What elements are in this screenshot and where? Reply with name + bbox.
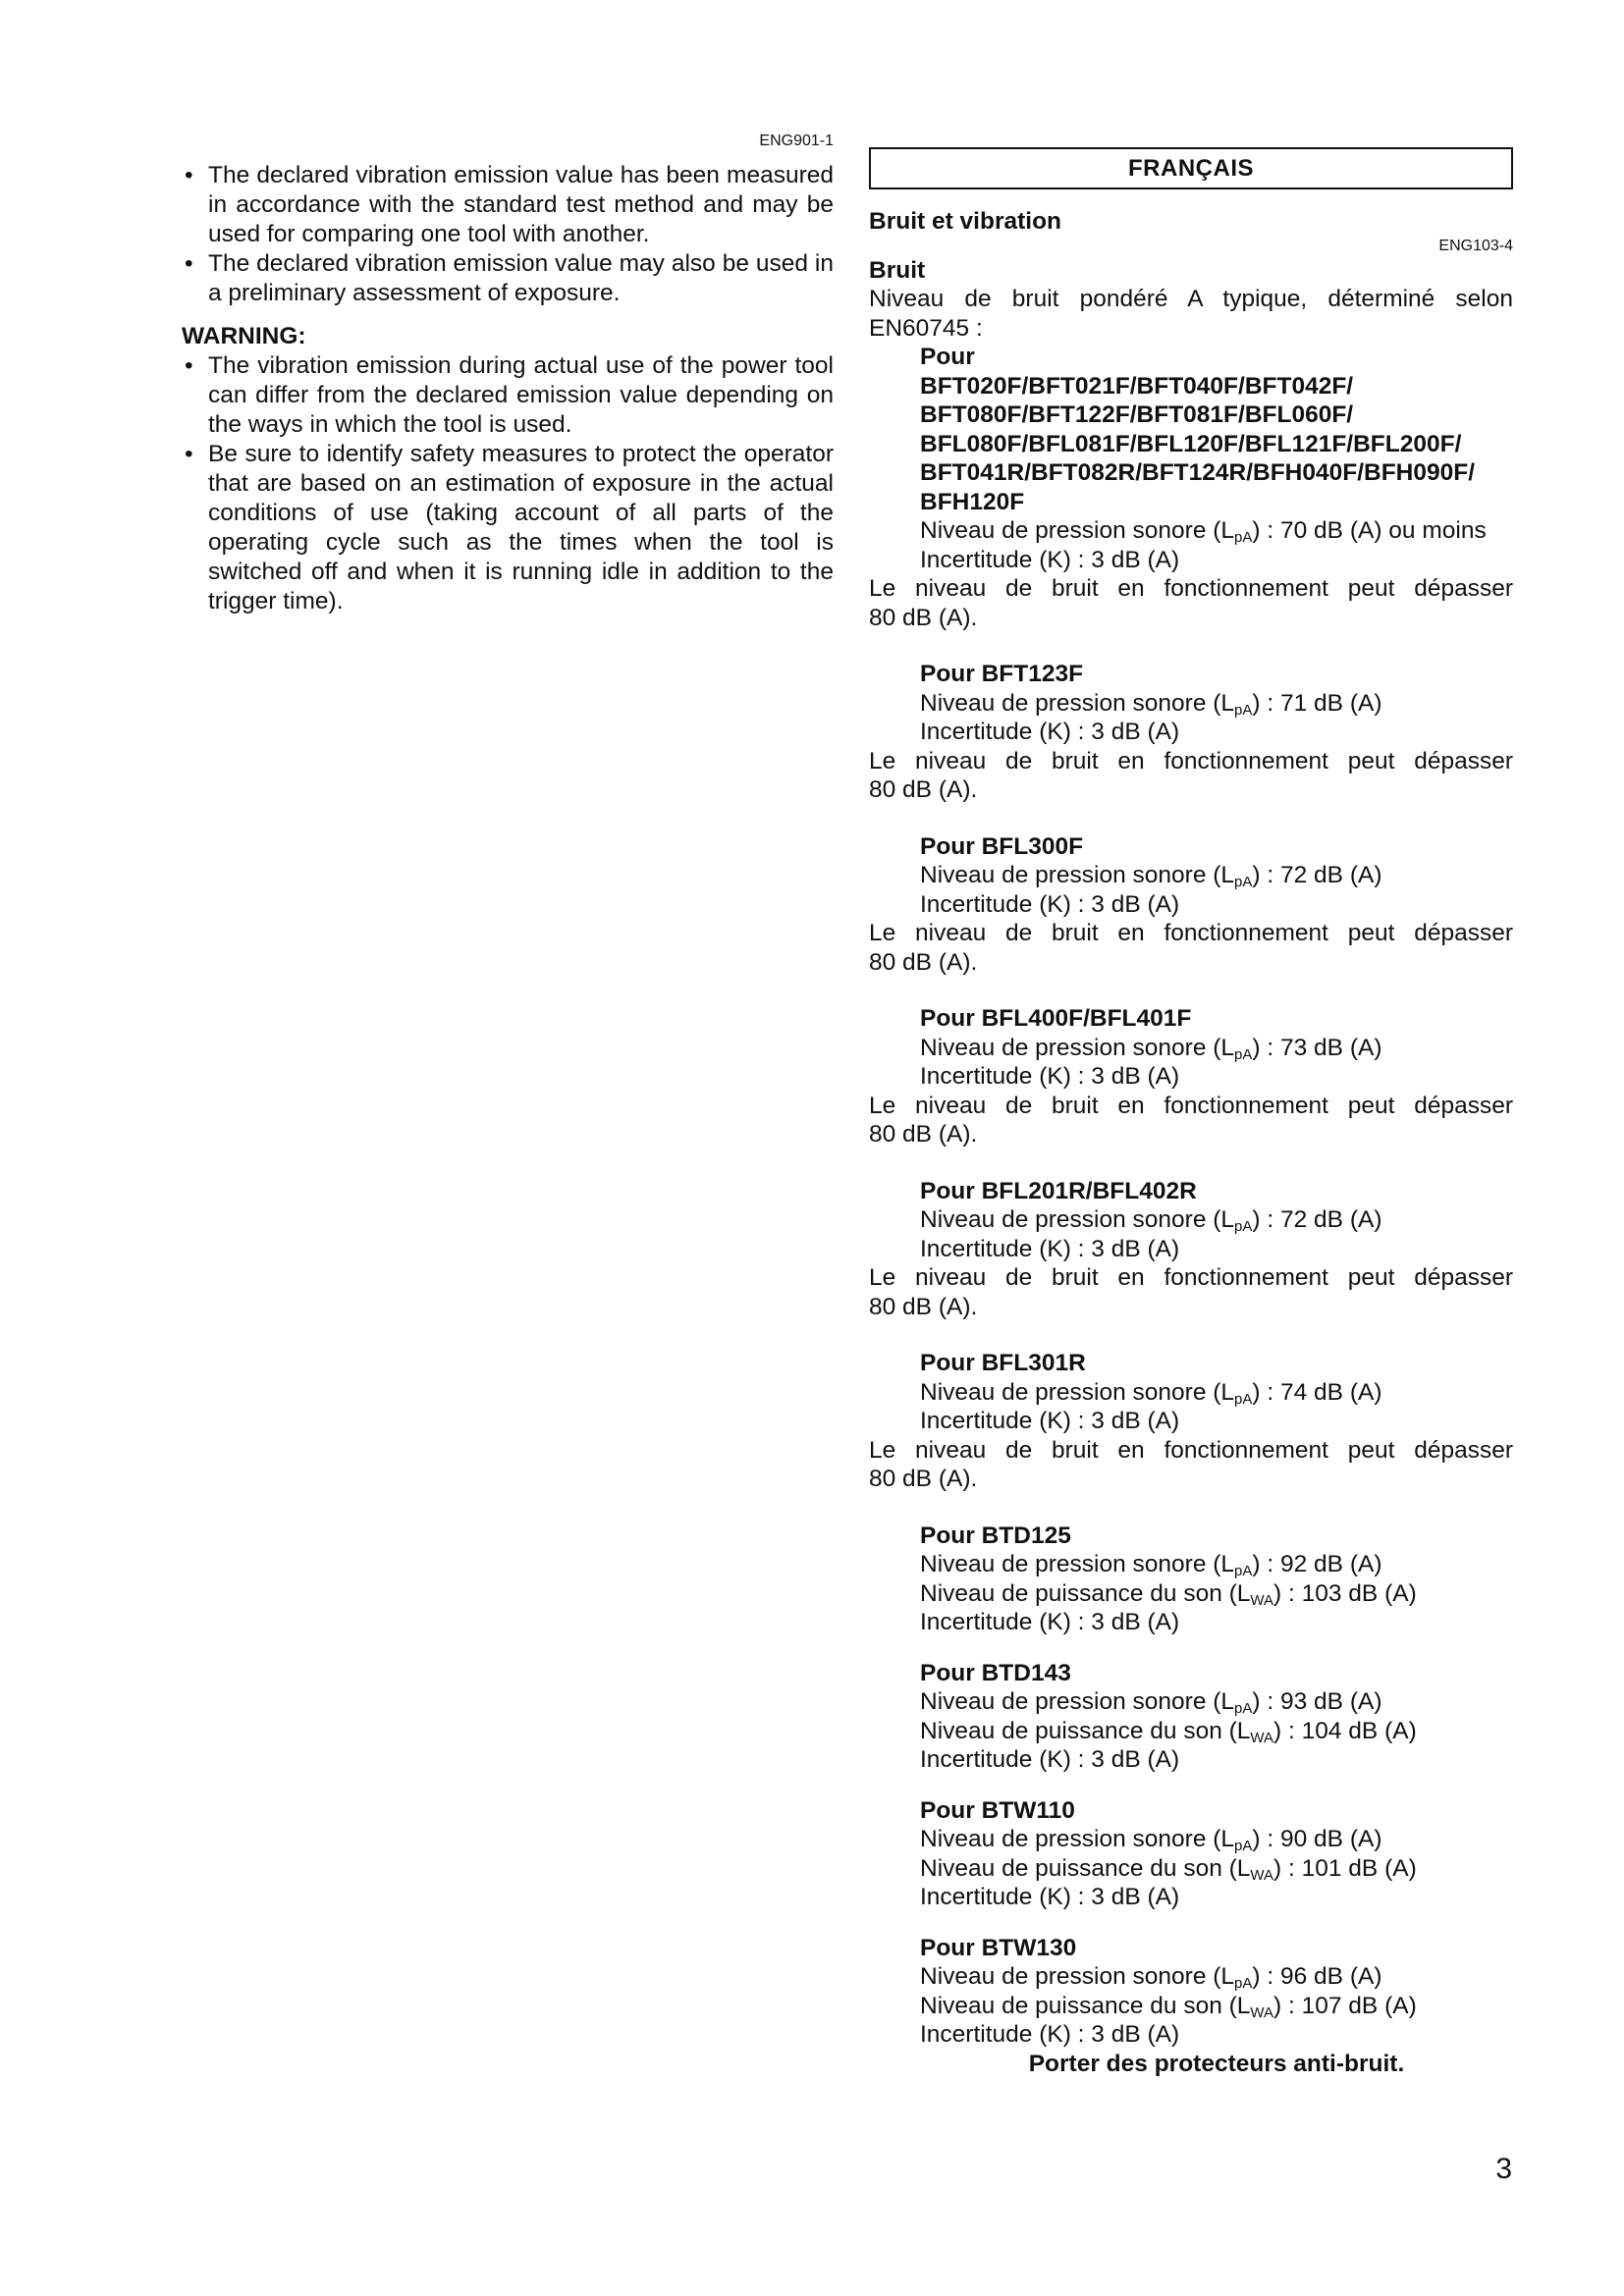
power-line: Niveau de puissance du son $(L_{WA})$ : 104 dB (A)	[920, 1717, 1417, 1746]
uncertainty-line: Incertitude (K) : 3 dB (A)	[920, 546, 1180, 573]
model-line: BFT080F/BFT122F/BFT081F/BFL060F/	[920, 401, 1354, 428]
bullet-text: The vibration emission during actual use of the power tool can differ from the declared emission value depending on the ways in which the tool is used.	[208, 352, 834, 438]
pressure-line: Niveau de pression sonore $(L_{pA})$ : 92 dB (A)	[920, 1551, 1382, 1579]
group-title: Pour BFL301R	[920, 1350, 1086, 1376]
work-noise-text: 80 dB (A).	[869, 1466, 978, 1492]
uncertainty-line: Incertitude (K) : 3 dB (A)	[920, 1235, 1180, 1262]
section-code: ENG103-4	[1438, 237, 1513, 254]
work-noise-text: Le niveau de bruit en fonctionnement peut dépasser	[869, 747, 1513, 774]
list-item	[182, 161, 834, 249]
group-title: Pour BTD143	[920, 1659, 1071, 1686]
group-title: Pour BFL300F	[920, 832, 1084, 860]
model-line: BFH120F	[920, 488, 1025, 515]
list-item	[182, 440, 834, 616]
bullet-mark: •	[185, 352, 193, 379]
list-item	[182, 249, 834, 308]
group-title: Pour BFL400F/BFL401F	[920, 1005, 1192, 1032]
model-line: BFT020F/BFT021F/BFT040F/BFT042F/	[920, 372, 1354, 400]
uncertainty-line: Incertitude (K) : 3 dB (A)	[920, 890, 1180, 918]
bullet-mark: •	[185, 250, 193, 277]
pressure-line: Niveau de pression sonore $(L_{pA})$ : 71 dB (A)	[920, 689, 1382, 719]
work-noise-text: 80 dB (A).	[869, 948, 978, 976]
uncertainty-line: Incertitude (K) : 3 dB (A)	[920, 1063, 1180, 1090]
bullet-text: The declared vibration emission value may also be used in a preliminary assessment of exposure.	[208, 250, 834, 306]
sub-title: Bruit	[869, 256, 926, 284]
pressure-line: Niveau de pression sonore $(L_{pA})$ : 90 dB (A)	[920, 1826, 1382, 1854]
group-title: Pour BFT123F	[920, 661, 1084, 687]
pressure-line: Niveau de pression sonore $(L_{pA})$ : 93 dB (A)	[920, 1688, 1382, 1717]
bullet-mark: •	[185, 162, 193, 188]
work-noise-text: 80 dB (A).	[869, 1293, 978, 1320]
uncertainty-line: Incertitude (K) : 3 dB (A)	[920, 1408, 1180, 1434]
page-number: 3	[1495, 2153, 1512, 2185]
bullet-mark: •	[185, 441, 193, 467]
pressure-line: Niveau de pression sonore $(L_{pA})$ : 96 dB (A)	[920, 1963, 1382, 1992]
pressure-line: Niveau de pression sonore $(L_{pA})$ : 74 dB (A)	[920, 1378, 1382, 1408]
pressure-line: Niveau de pression sonore $(L_{pA})$ : 70 dB (A) ou moins	[920, 517, 1487, 546]
list-item	[182, 351, 834, 440]
group-title: Pour BTD125	[920, 1522, 1071, 1549]
power-line: Niveau de puissance du son $(L_{WA})$ : 101 dB (A)	[920, 1854, 1417, 1884]
model-line: BFL080F/BFL081F/BFL120F/BFL121F/BFL200F/	[920, 430, 1462, 457]
group-title: Pour BTW130	[920, 1934, 1077, 1961]
intro-text: EN60745 :	[869, 314, 983, 342]
work-noise-text: Le niveau de bruit en fonctionnement peut dépasser	[869, 1092, 1513, 1119]
warning-heading: WARNING:	[182, 323, 306, 349]
bullet-text: Be sure to identify safety measures to protect the operator that are based on an estimation of exposure in the actual conditions of use (taking account of all parts of the operating cycle such as the times when the tool is switched off and when it is running idle in addition to the trigger time).	[208, 441, 834, 614]
section-title: Bruit et vibration	[869, 208, 1062, 235]
left-column	[182, 132, 834, 616]
work-noise-text: 80 dB (A).	[869, 604, 978, 631]
group-title: Pour BTW110	[920, 1796, 1075, 1824]
uncertainty-line: Incertitude (K) : 3 dB (A)	[920, 1884, 1180, 1910]
uncertainty-line: Incertitude (K) : 3 dB (A)	[920, 1746, 1180, 1773]
work-noise-text: Le niveau de bruit en fonctionnement peut dépasser	[869, 1436, 1513, 1464]
power-line: Niveau de puissance du son $(L_{WA})$ : 107 dB (A)	[920, 1992, 1417, 2021]
right-column	[869, 147, 1513, 2078]
work-noise-text: Le niveau de bruit en fonctionnement peut dépasser	[869, 920, 1513, 946]
uncertainty-line: Incertitude (K) : 3 dB (A)	[920, 1609, 1180, 1635]
group-title: Pour BFL201R/BFL402R	[920, 1177, 1197, 1204]
uncertainty-line: Incertitude (K) : 3 dB (A)	[920, 719, 1180, 745]
uncertainty-line: Incertitude (K) : 3 dB (A)	[920, 2021, 1180, 2048]
language-header: FRANÇAIS	[869, 147, 1513, 189]
work-noise-text: 80 dB (A).	[869, 776, 978, 803]
intro-text: Niveau de bruit pondéré A typique, déterminé selon	[869, 286, 1513, 312]
group-title: Pour	[920, 344, 975, 370]
work-noise-text: Le niveau de bruit en fonctionnement peut dépasser	[869, 1264, 1513, 1291]
work-noise-text: 80 dB (A).	[869, 1121, 978, 1148]
pressure-line: Niveau de pression sonore $(L_{pA})$ : 72 dB (A)	[920, 862, 1382, 890]
pressure-line: Niveau de pression sonore $(L_{pA})$ : 72 dB (A)	[920, 1206, 1382, 1235]
bullet-text: The declared vibration emission value has been measured in accordance with the standard test method and may be used for comparing one tool with another.	[208, 162, 834, 247]
closing-instruction: Porter des protecteurs anti-bruit.	[1028, 2050, 1405, 2077]
pressure-line: Niveau de pression sonore $(L_{pA})$ : 73 dB (A)	[920, 1034, 1382, 1063]
section-code: ENG901-1	[759, 133, 834, 149]
model-line: BFT041R/BFT082R/BFT124R/BFH040F/BFH090F/	[920, 459, 1476, 486]
power-line: Niveau de puissance du son $(L_{WA})$ : 103 dB (A)	[920, 1579, 1417, 1609]
work-noise-text: Le niveau de bruit en fonctionnement peut dépasser	[869, 575, 1513, 602]
